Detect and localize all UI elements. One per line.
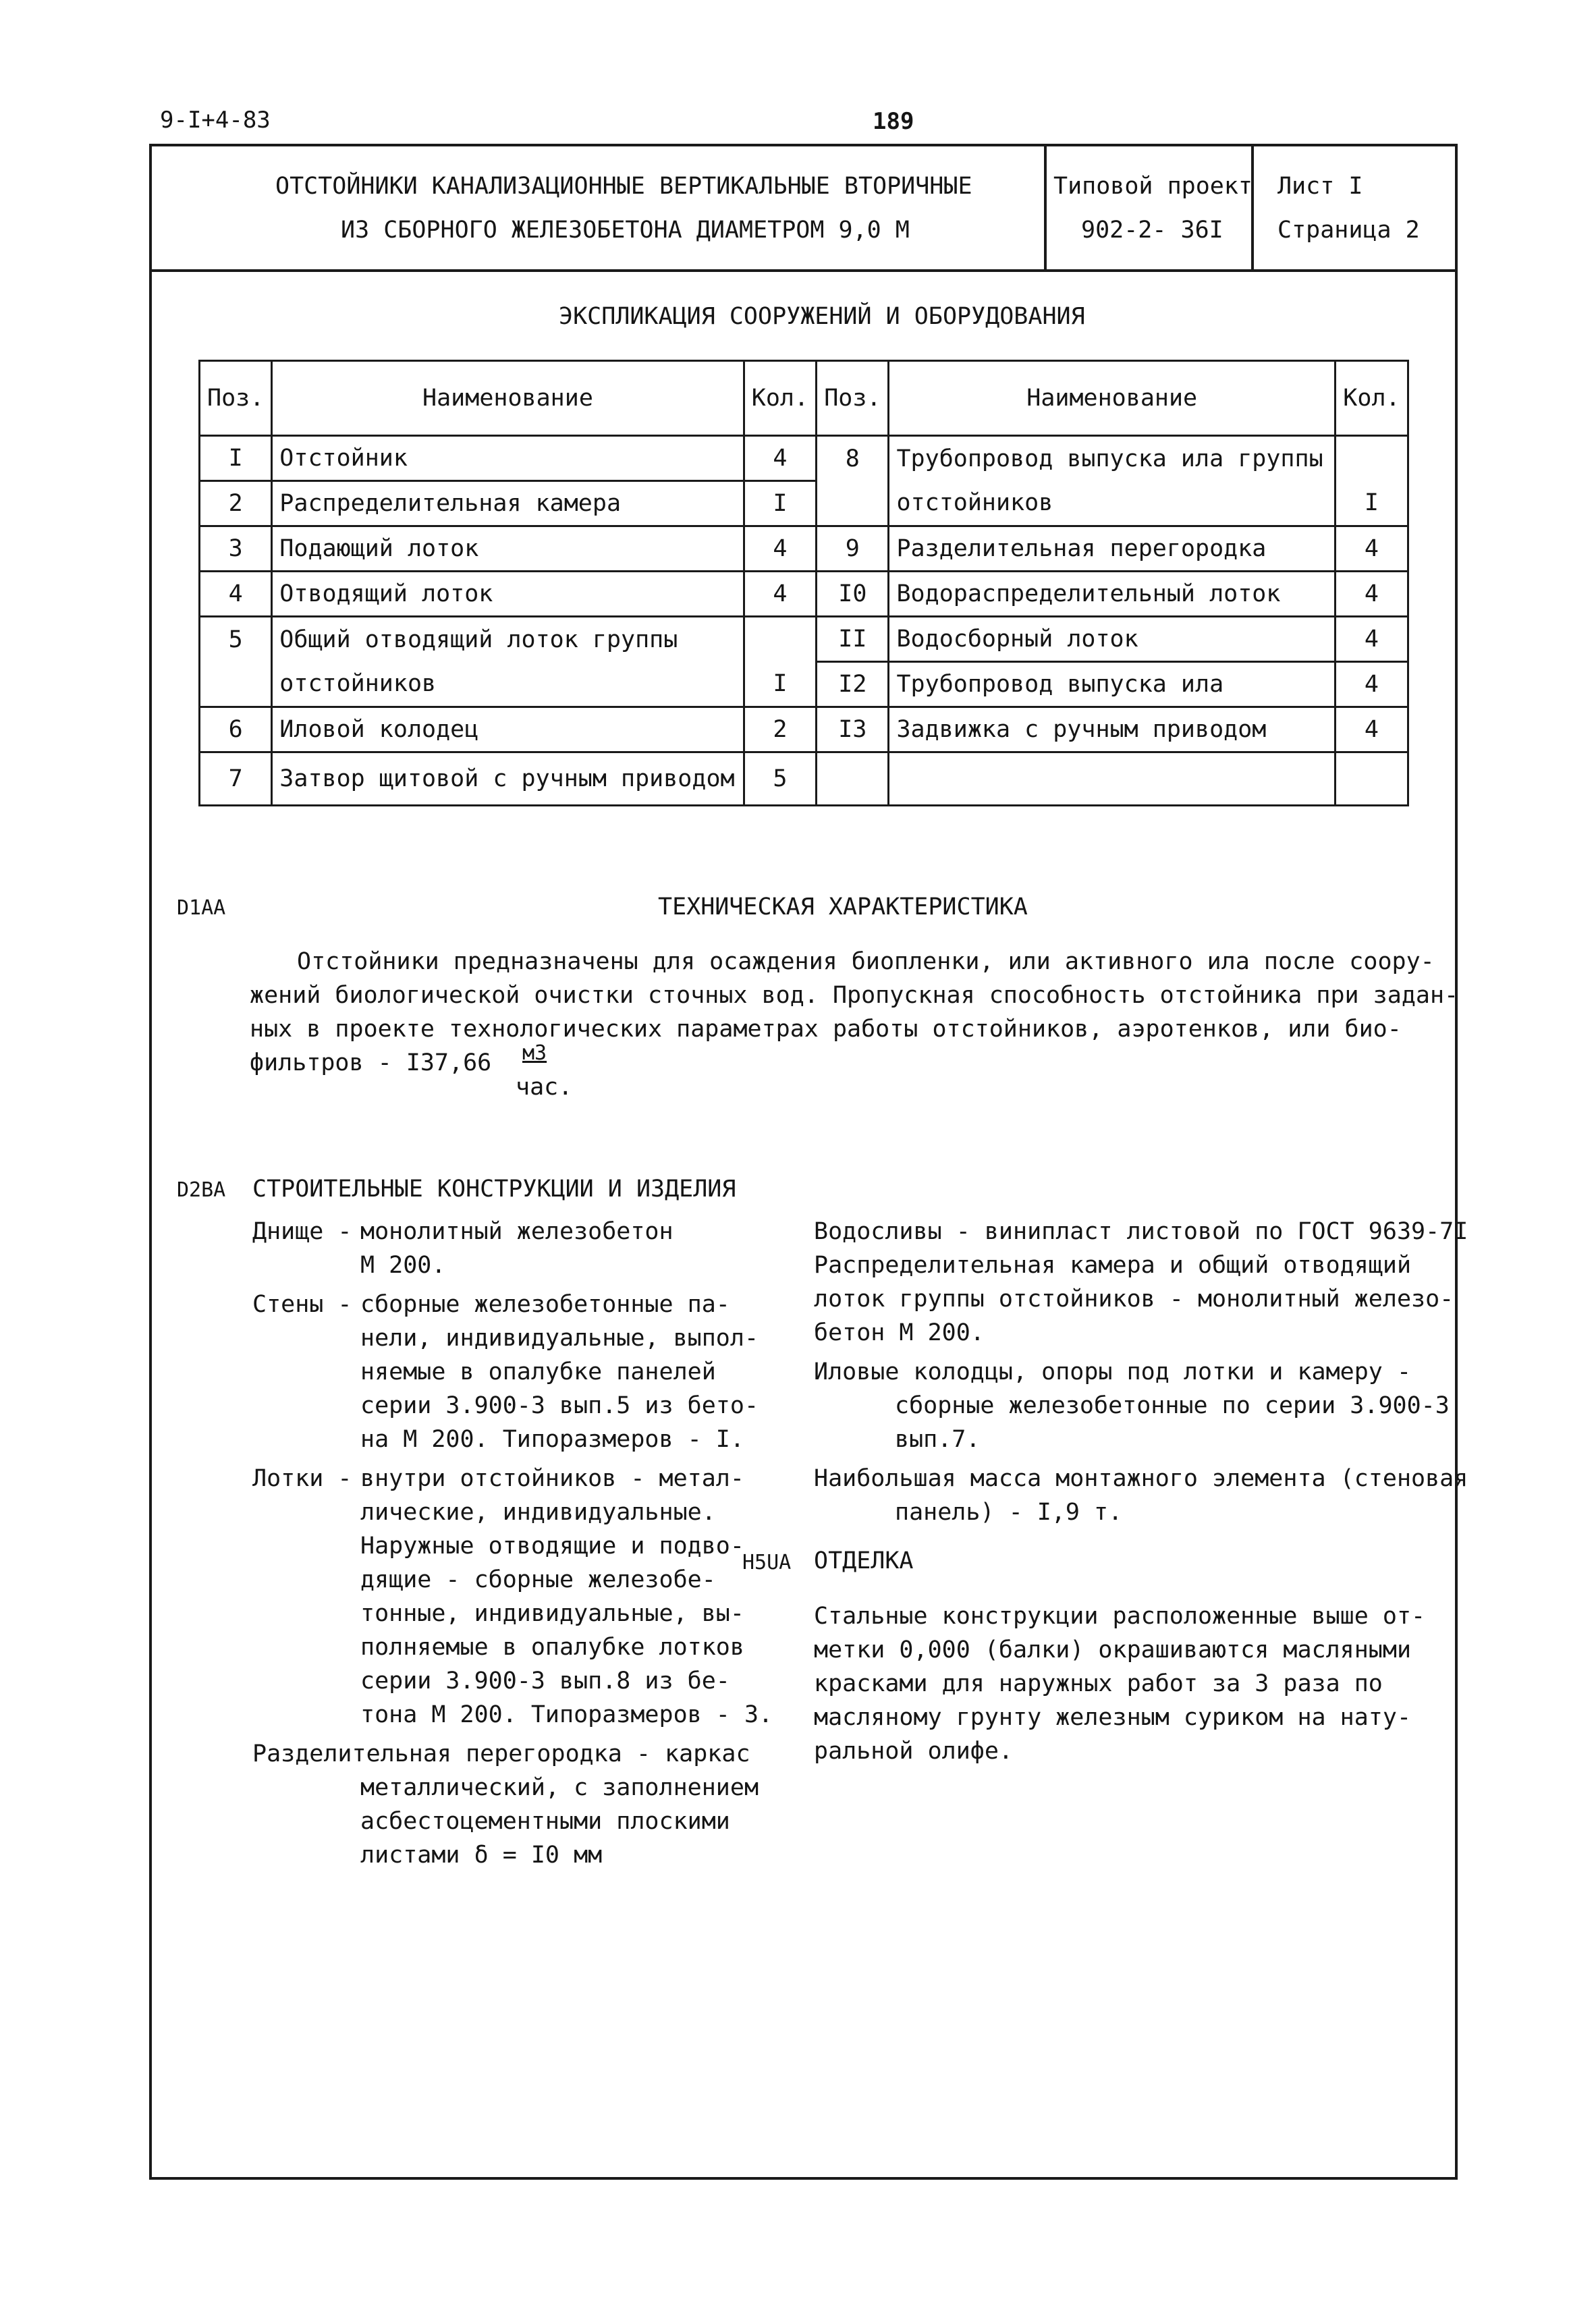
item-text: сборные железобетонные па- (360, 1291, 730, 1318)
cell-qty (1335, 436, 1408, 481)
cell-name: Подающий лоток (272, 526, 744, 572)
col-header-pos: Поз. (200, 361, 272, 436)
tech-line: ных в проекте технологических параметрах работы отстойников, аэротенков, или био- (250, 1016, 1402, 1043)
item-label: Лотки - (252, 1465, 352, 1492)
cell-pos: II (817, 617, 889, 662)
construction-right-line: панель) - I,9 т. (895, 1499, 1123, 1526)
construction-right-line: сборные железобетонные по серии 3.900-3 (895, 1392, 1450, 1419)
item-text: няемые в опалубке панелей (360, 1358, 716, 1385)
cell-name: Водораспределительный лоток (889, 572, 1335, 617)
finish-heading: ОТДЕЛКА (814, 1547, 914, 1574)
tech-paragraph (250, 945, 1459, 1101)
item-text: тона М 200. Типоразмеров - 3. (360, 1701, 773, 1728)
construction-item-walls (252, 1288, 773, 1456)
construction-item-partition (252, 1737, 773, 1872)
cell-qty: I (744, 662, 817, 707)
title-line-1: ОТСТОЙНИКИ КАНАЛИЗАЦИОННЫЕ ВЕРТИКАЛЬНЫЕ ВТОРИЧНЫЕ (275, 173, 972, 200)
table-row (200, 481, 1408, 526)
cell-name: Трубопровод выпуска ила группы (889, 436, 1335, 481)
table-header-row (200, 361, 1408, 436)
cell-name (889, 752, 1335, 806)
table-row (200, 752, 1408, 806)
section-marker-d2ba: D2BA (177, 1178, 226, 1202)
tech-line (250, 1041, 1458, 1101)
item-text: серии 3.900-3 вып.5 из бето- (360, 1392, 759, 1419)
table-row (200, 572, 1408, 617)
cell-pos: 3 (200, 526, 272, 572)
item-label: Стены - (252, 1291, 352, 1318)
cell-qty: 4 (1335, 617, 1408, 662)
explication-heading: ЭКСПЛИКАЦИЯ СООРУЖЕНИЙ И ОБОРУДОВАНИЯ (559, 303, 1085, 330)
item-text: внутри отстойников - метал- (360, 1465, 744, 1492)
item-text: полняемые в опалубке лотков (360, 1634, 744, 1661)
sheet-label: Лист I (1277, 173, 1363, 200)
item-text: дящие - сборные железобе- (360, 1566, 716, 1593)
item-text: нели, индивидуальные, выпол- (360, 1325, 759, 1352)
table-row (200, 707, 1408, 752)
table-row (200, 436, 1408, 481)
item-text: М 200. (360, 1252, 446, 1279)
cell-qty: 4 (1335, 662, 1408, 707)
tech-line: Отстойники предназначены для осаждения биопленки, или активного ила после соору- (297, 948, 1435, 975)
col-header-qty: Кол. (744, 361, 817, 436)
cell-qty: 4 (1335, 572, 1408, 617)
item-text: на М 200. Типоразмеров - I. (360, 1426, 744, 1453)
cell-qty: 4 (744, 526, 817, 572)
project-label: Типовой проект (1053, 173, 1253, 200)
unit-numerator: м3 (522, 1041, 547, 1065)
construction-right-line: лоток группы отстойников - монолитный железо- (814, 1286, 1454, 1313)
cell-name: Иловой колодец (272, 707, 744, 752)
finish-line: красками для наружных работ за 3 раза по (814, 1670, 1383, 1697)
cell-name: отстойников (272, 662, 744, 707)
construction-right-line: Распределительная камера и общий отводящий (814, 1252, 1412, 1279)
cell-name: Распределительная камера (272, 481, 744, 526)
cell-qty (744, 617, 817, 662)
page-number: 189 (873, 108, 914, 135)
cell-pos: 5 (200, 617, 272, 662)
cell-pos (200, 662, 272, 707)
cell-qty: I (1335, 481, 1408, 526)
cell-pos: 7 (200, 752, 272, 806)
cell-pos: I (200, 436, 272, 481)
page-label: Страница 2 (1277, 217, 1420, 244)
item-text: Наружные отводящие и подво- (360, 1533, 744, 1560)
construction-heading: СТРОИТЕЛЬНЫЕ КОНСТРУКЦИИ И ИЗДЕЛИЯ (252, 1176, 736, 1203)
table-row (200, 617, 1408, 662)
cell-qty: 5 (744, 752, 817, 806)
cell-pos: I3 (817, 707, 889, 752)
construction-right-line: Водосливы - винипласт листовой по ГОСТ 9639-7I (814, 1218, 1468, 1245)
section-marker-d1aa: D1AA (177, 896, 226, 920)
finish-line: Стальные конструкции расположенные выше от- (814, 1603, 1426, 1630)
cell-qty (1335, 752, 1408, 806)
explication-table (198, 360, 1409, 806)
finish-paragraph (814, 1599, 1425, 1768)
cell-pos: 8 (817, 436, 889, 481)
tech-heading: ТЕХНИЧЕСКАЯ ХАРАКТЕРИСТИКА (658, 893, 1028, 920)
finish-line: ральной олифе. (814, 1738, 1014, 1765)
title-line-2: ИЗ СБОРНОГО ЖЕЛЕЗОБЕТОНА ДИАМЕТРОМ 9,0 М (341, 217, 910, 244)
section-marker-h5ua: H5UA (742, 1551, 792, 1574)
item-label: Днище - (252, 1218, 352, 1245)
cell-pos: I0 (817, 572, 889, 617)
item-text: серии 3.900-3 вып.8 из бе- (360, 1668, 730, 1695)
item-text: листами δ = I0 мм (360, 1842, 603, 1869)
cell-pos: 6 (200, 707, 272, 752)
cell-name: Задвижка с ручным приводом (889, 707, 1335, 752)
construction-left-column (252, 1215, 773, 1872)
construction-right-line: бетон М 200. (814, 1319, 985, 1346)
unit-denominator: час. (516, 1074, 573, 1101)
cell-name: Общий отводящий лоток группы (272, 617, 744, 662)
cell-qty: 4 (744, 572, 817, 617)
col-header-name: Наименование (272, 361, 744, 436)
title-block (149, 144, 1458, 272)
col-header-pos: Поз. (817, 361, 889, 436)
capacity-value: фильтров - I37,66 (250, 1049, 492, 1076)
cell-name: отстойников (889, 481, 1335, 526)
tech-line: жений биологической очистки сточных вод. Пропускная способность отстойника при задан- (250, 982, 1459, 1009)
cell-pos: I2 (817, 662, 889, 707)
cell-qty: 4 (744, 436, 817, 481)
project-number: 902-2- 36I (1081, 217, 1223, 244)
construction-right-line: Иловые колодцы, опоры под лотки и камеру - (814, 1358, 1412, 1385)
cell-qty: 2 (744, 707, 817, 752)
cell-qty: 4 (1335, 707, 1408, 752)
col-header-name: Наименование (889, 361, 1335, 436)
cell-name: Затвор щитовой с ручным приводом (272, 752, 744, 806)
item-text: металлический, с заполнением (360, 1774, 759, 1801)
construction-right-line: вып.7. (895, 1426, 981, 1453)
item-text: тонные, индивидуальные, вы- (360, 1600, 744, 1627)
cell-qty: I (744, 481, 817, 526)
cell-pos: 9 (817, 526, 889, 572)
col-header-qty: Кол. (1335, 361, 1408, 436)
cell-pos: 4 (200, 572, 272, 617)
table-row (200, 526, 1408, 572)
cell-qty: 4 (1335, 526, 1408, 572)
item-text: лические, индивидуальные. (360, 1499, 716, 1526)
document-code: 9-I+4-83 (160, 107, 271, 134)
construction-right-line: Наибольшая масса монтажного элемента (стеновая (814, 1465, 1468, 1492)
construction-item-trays (252, 1462, 773, 1732)
cell-pos (817, 481, 889, 526)
item-text: асбестоцементными плоскими (360, 1808, 730, 1835)
cell-name: Водосборный лоток (889, 617, 1335, 662)
cell-name: Разделительная перегородка (889, 526, 1335, 572)
finish-line: масляному грунту железным суриком на нату- (814, 1704, 1412, 1731)
cell-pos (817, 752, 889, 806)
item-text: монолитный железобетон (360, 1218, 673, 1245)
construction-item-floor (252, 1215, 773, 1282)
cell-name: Отстойник (272, 436, 744, 481)
cell-name: Трубопровод выпуска ила (889, 662, 1335, 707)
item-text: Разделительная перегородка - каркас (252, 1740, 750, 1767)
table-row (200, 662, 1408, 707)
finish-line: метки 0,000 (балки) окрашиваются масляными (814, 1636, 1412, 1663)
cell-pos: 2 (200, 481, 272, 526)
construction-right-column (814, 1215, 1468, 1529)
cell-name: Отводящий лоток (272, 572, 744, 617)
